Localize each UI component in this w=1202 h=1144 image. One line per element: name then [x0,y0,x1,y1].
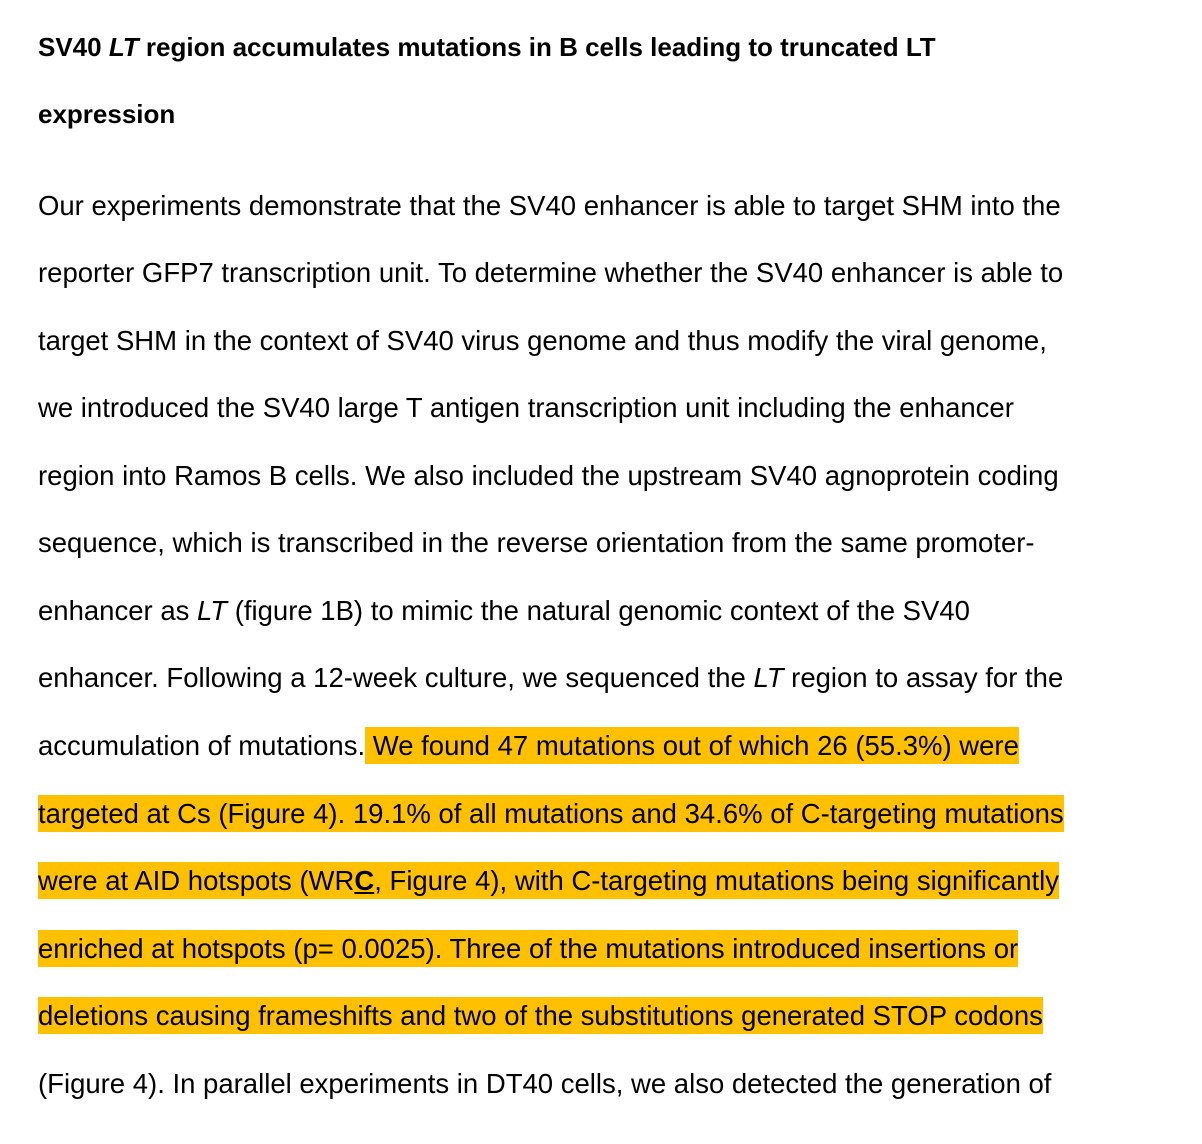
paragraph-line [38,932,1018,966]
heading-text: SV40 [38,32,109,62]
paragraph-line [38,864,1059,898]
paragraph-line [38,594,970,628]
heading-text: expression [38,99,176,129]
heading-text: region accumulates mutations in B cells leading to truncated LT [138,32,936,62]
paragraph-line [38,729,1019,763]
section-heading-line-2 [38,97,175,131]
highlighted-text: deletions causing frameshifts and two of the substitutions generated STOP codons [38,997,1043,1034]
paragraph-text: target SHM in the context of SV40 virus genome and thus modify the viral genome, [38,325,1047,356]
paragraph-line [38,459,1059,493]
hotspot-c-emphasis: C [354,865,375,896]
highlighted-text [38,862,1059,899]
paragraph-text: region into Ramos B cells. We also included the upstream SV40 agnoprotein coding [38,460,1059,491]
paragraph-line [38,526,1035,560]
italic-lt: LT [197,595,228,626]
paragraph-line [38,324,1047,358]
paragraph-line [38,391,1014,425]
highlighted-text-part: were at AID hotspots (WR [38,865,355,896]
paragraph-line [38,1067,1051,1101]
paragraph-line [38,256,1063,290]
paragraph-line [38,999,1043,1033]
paragraph-text: enhancer. Following a 12-week culture, we sequenced the [38,662,754,693]
highlighted-text: enriched at hotspots (p= 0.0025). Three of the mutations introduced insertions or [38,930,1018,967]
paragraph-text: (Figure 4). In parallel experiments in DT40 cells, we also detected the generation of [38,1068,1052,1099]
paragraph-text: sequence, which is transcribed in the reverse orientation from the same promoter- [38,527,1035,558]
heading-italic-lt: LT [108,32,139,62]
paragraph-line [38,797,1064,831]
paragraph-text: reporter GFP7 transcription unit. To determine whether the SV40 enhancer is able to [38,257,1064,288]
italic-lt: LT [753,662,784,693]
paragraph-text: enhancer as [38,595,197,626]
paragraph-text: we introduced the SV40 large T antigen transcription unit including the enhancer [38,392,1014,423]
section-heading-line-1 [38,30,936,64]
paragraph-text: Our experiments demonstrate that the SV40 enhancer is able to target SHM into the [38,190,1061,221]
highlighted-text: targeted at Cs (Figure 4). 19.1% of all mutations and 34.6% of C-targeting mutations [38,795,1064,832]
highlighted-text-part: , Figure 4), with C-targeting mutations being significantly [374,865,1059,896]
paragraph-text: region to assay for the [783,662,1064,693]
highlighted-text: We found 47 mutations out of which 26 (55.3%) were [365,727,1019,764]
paragraph-line [38,189,1061,223]
paragraph-text: accumulation of mutations. [38,730,366,761]
paragraph-text: (figure 1B) to mimic the natural genomic context of the SV40 [227,595,970,626]
paragraph-line [38,661,1063,695]
